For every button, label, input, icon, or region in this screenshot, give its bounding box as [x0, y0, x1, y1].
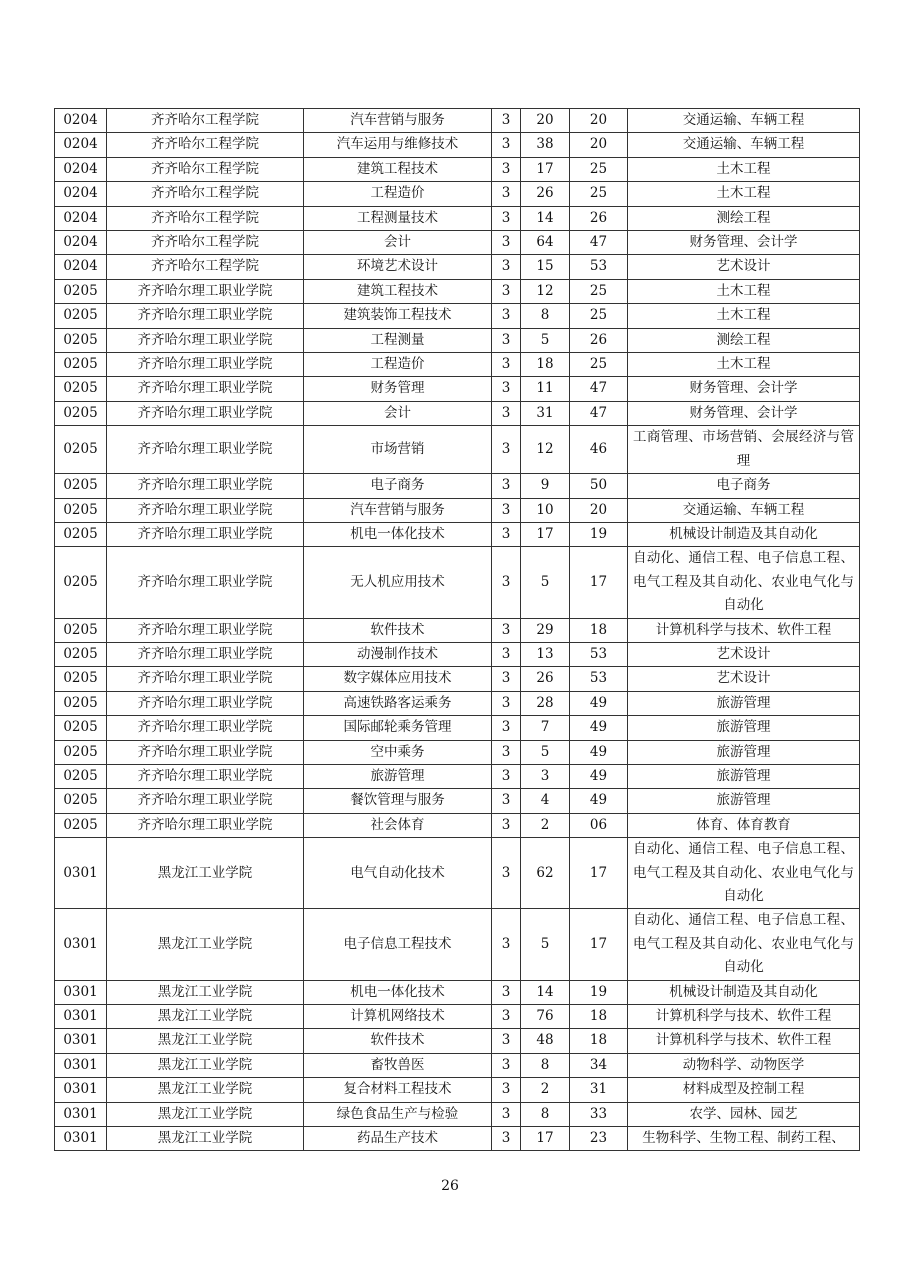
table-row: [55, 328, 860, 352]
plan-count-cell: 13: [521, 642, 570, 666]
target-major-cell: 财务管理、会计学: [628, 401, 860, 425]
target-major-cell: 交通运输、车辆工程: [628, 498, 860, 522]
plan-count-cell: 17: [521, 522, 570, 546]
school-name-cell: 齐齐哈尔工程学院: [107, 206, 304, 230]
duration-cell: 3: [492, 182, 521, 206]
program-name-cell: 软件技术: [304, 618, 492, 642]
plan-count-cell: 62: [521, 838, 570, 909]
duration-cell: 3: [492, 426, 521, 474]
target-major-cell: 机械设计制造及其自动化: [628, 522, 860, 546]
school-name-cell: 齐齐哈尔工程学院: [107, 133, 304, 157]
school-code-cell: 0204: [55, 255, 107, 279]
duration-cell: 3: [492, 618, 521, 642]
table-row: [55, 667, 860, 691]
school-name-cell: 齐齐哈尔理工职业学院: [107, 304, 304, 328]
program-name-cell: 财务管理: [304, 377, 492, 401]
category-code-cell: 18: [570, 1029, 628, 1053]
program-name-cell: 建筑装饰工程技术: [304, 304, 492, 328]
table-row: [55, 377, 860, 401]
duration-cell: 3: [492, 667, 521, 691]
plan-count-cell: 29: [521, 618, 570, 642]
school-code-cell: 0205: [55, 522, 107, 546]
target-major-cell: 动物科学、动物医学: [628, 1053, 860, 1077]
table-row: [55, 206, 860, 230]
school-name-cell: 黑龙江工业学院: [107, 838, 304, 909]
duration-cell: 3: [492, 133, 521, 157]
category-code-cell: 53: [570, 667, 628, 691]
target-major-cell: 艺术设计: [628, 642, 860, 666]
duration-cell: 3: [492, 838, 521, 909]
plan-count-cell: 14: [521, 206, 570, 230]
school-code-cell: 0205: [55, 498, 107, 522]
table-row: [55, 426, 860, 474]
school-code-cell: 0205: [55, 813, 107, 837]
table-row: [55, 547, 860, 618]
table-row: [55, 1005, 860, 1029]
category-code-cell: 33: [570, 1102, 628, 1126]
school-name-cell: 黑龙江工业学院: [107, 1005, 304, 1029]
school-code-cell: 0205: [55, 353, 107, 377]
target-major-cell: 旅游管理: [628, 716, 860, 740]
plan-count-cell: 12: [521, 426, 570, 474]
duration-cell: 3: [492, 353, 521, 377]
program-name-cell: 高速铁路客运乘务: [304, 691, 492, 715]
school-name-cell: 齐齐哈尔理工职业学院: [107, 764, 304, 788]
table-row: [55, 1078, 860, 1102]
duration-cell: 3: [492, 1029, 521, 1053]
category-code-cell: 53: [570, 642, 628, 666]
plan-count-cell: 5: [521, 547, 570, 618]
plan-count-cell: 2: [521, 813, 570, 837]
school-code-cell: 0204: [55, 231, 107, 255]
school-code-cell: 0205: [55, 474, 107, 498]
duration-cell: 3: [492, 304, 521, 328]
school-name-cell: 黑龙江工业学院: [107, 1053, 304, 1077]
school-name-cell: 齐齐哈尔工程学院: [107, 109, 304, 133]
target-major-cell: 自动化、通信工程、电子信息工程、电气工程及其自动化、农业电气化与自动化: [628, 547, 860, 618]
category-code-cell: 26: [570, 206, 628, 230]
table-row: [55, 909, 860, 980]
plan-count-cell: 17: [521, 1127, 570, 1151]
school-code-cell: 0205: [55, 279, 107, 303]
school-code-cell: 0205: [55, 401, 107, 425]
school-name-cell: 黑龙江工业学院: [107, 1078, 304, 1102]
program-name-cell: 建筑工程技术: [304, 279, 492, 303]
category-code-cell: 06: [570, 813, 628, 837]
category-code-cell: 20: [570, 109, 628, 133]
plan-count-cell: 17: [521, 157, 570, 181]
enrollment-table: [54, 108, 860, 1151]
target-major-cell: 计算机科学与技术、软件工程: [628, 618, 860, 642]
table-row: [55, 642, 860, 666]
duration-cell: 3: [492, 1005, 521, 1029]
school-name-cell: 黑龙江工业学院: [107, 1102, 304, 1126]
program-name-cell: 绿色食品生产与检验: [304, 1102, 492, 1126]
program-name-cell: 空中乘务: [304, 740, 492, 764]
target-major-cell: 体育、体育教育: [628, 813, 860, 837]
duration-cell: 3: [492, 157, 521, 181]
plan-count-cell: 76: [521, 1005, 570, 1029]
page-number: 26: [441, 1178, 459, 1194]
program-name-cell: 工程测量: [304, 328, 492, 352]
category-code-cell: 23: [570, 1127, 628, 1151]
plan-count-cell: 4: [521, 789, 570, 813]
school-code-cell: 0205: [55, 304, 107, 328]
program-name-cell: 会计: [304, 401, 492, 425]
target-major-cell: 旅游管理: [628, 764, 860, 788]
duration-cell: 3: [492, 547, 521, 618]
duration-cell: 3: [492, 764, 521, 788]
school-name-cell: 齐齐哈尔工程学院: [107, 157, 304, 181]
school-name-cell: 齐齐哈尔理工职业学院: [107, 353, 304, 377]
school-code-cell: 0205: [55, 377, 107, 401]
table-row: [55, 231, 860, 255]
target-major-cell: 生物科学、生物工程、制药工程、: [628, 1127, 860, 1151]
table-row: [55, 740, 860, 764]
plan-count-cell: 8: [521, 304, 570, 328]
program-name-cell: 工程测量技术: [304, 206, 492, 230]
duration-cell: 3: [492, 691, 521, 715]
program-name-cell: 汽车营销与服务: [304, 109, 492, 133]
plan-count-cell: 8: [521, 1053, 570, 1077]
target-major-cell: 旅游管理: [628, 691, 860, 715]
school-name-cell: 齐齐哈尔理工职业学院: [107, 740, 304, 764]
duration-cell: 3: [492, 474, 521, 498]
target-major-cell: 计算机科学与技术、软件工程: [628, 1005, 860, 1029]
plan-count-cell: 7: [521, 716, 570, 740]
category-code-cell: 17: [570, 547, 628, 618]
target-major-cell: 旅游管理: [628, 740, 860, 764]
target-major-cell: 测绘工程: [628, 206, 860, 230]
plan-count-cell: 3: [521, 764, 570, 788]
table-row: [55, 789, 860, 813]
duration-cell: 3: [492, 328, 521, 352]
category-code-cell: 20: [570, 498, 628, 522]
school-code-cell: 0301: [55, 1078, 107, 1102]
program-name-cell: 国际邮轮乘务管理: [304, 716, 492, 740]
school-name-cell: 齐齐哈尔理工职业学院: [107, 642, 304, 666]
school-code-cell: 0205: [55, 691, 107, 715]
school-code-cell: 0204: [55, 157, 107, 181]
duration-cell: 3: [492, 740, 521, 764]
category-code-cell: 53: [570, 255, 628, 279]
school-code-cell: 0301: [55, 909, 107, 980]
school-code-cell: 0301: [55, 1127, 107, 1151]
school-code-cell: 0205: [55, 328, 107, 352]
school-name-cell: 齐齐哈尔理工职业学院: [107, 813, 304, 837]
program-name-cell: 电气自动化技术: [304, 838, 492, 909]
plan-count-cell: 10: [521, 498, 570, 522]
school-code-cell: 0301: [55, 1053, 107, 1077]
target-major-cell: 艺术设计: [628, 667, 860, 691]
school-code-cell: 0205: [55, 789, 107, 813]
table-row: [55, 182, 860, 206]
program-name-cell: 电子商务: [304, 474, 492, 498]
category-code-cell: 25: [570, 304, 628, 328]
school-code-cell: 0204: [55, 206, 107, 230]
school-name-cell: 齐齐哈尔理工职业学院: [107, 279, 304, 303]
school-code-cell: 0301: [55, 1005, 107, 1029]
target-major-cell: 农学、园林、园艺: [628, 1102, 860, 1126]
school-name-cell: 黑龙江工业学院: [107, 909, 304, 980]
target-major-cell: 工商管理、市场营销、会展经济与管理: [628, 426, 860, 474]
plan-count-cell: 26: [521, 667, 570, 691]
plan-count-cell: 64: [521, 231, 570, 255]
school-code-cell: 0205: [55, 547, 107, 618]
plan-count-cell: 5: [521, 909, 570, 980]
category-code-cell: 17: [570, 838, 628, 909]
plan-count-cell: 14: [521, 980, 570, 1004]
plan-count-cell: 8: [521, 1102, 570, 1126]
target-major-cell: 自动化、通信工程、电子信息工程、电气工程及其自动化、农业电气化与自动化: [628, 909, 860, 980]
target-major-cell: 土木工程: [628, 157, 860, 181]
category-code-cell: 19: [570, 980, 628, 1004]
school-name-cell: 齐齐哈尔理工职业学院: [107, 498, 304, 522]
program-name-cell: 汽车运用与维修技术: [304, 133, 492, 157]
duration-cell: 3: [492, 401, 521, 425]
school-code-cell: 0204: [55, 133, 107, 157]
school-name-cell: 齐齐哈尔工程学院: [107, 182, 304, 206]
duration-cell: 3: [492, 716, 521, 740]
school-code-cell: 0205: [55, 642, 107, 666]
target-major-cell: 测绘工程: [628, 328, 860, 352]
school-code-cell: 0301: [55, 980, 107, 1004]
category-code-cell: 26: [570, 328, 628, 352]
duration-cell: 3: [492, 909, 521, 980]
program-name-cell: 动漫制作技术: [304, 642, 492, 666]
duration-cell: 3: [492, 255, 521, 279]
duration-cell: 3: [492, 498, 521, 522]
duration-cell: 3: [492, 109, 521, 133]
plan-count-cell: 48: [521, 1029, 570, 1053]
target-major-cell: 旅游管理: [628, 789, 860, 813]
category-code-cell: 47: [570, 401, 628, 425]
school-name-cell: 齐齐哈尔理工职业学院: [107, 667, 304, 691]
school-name-cell: 齐齐哈尔理工职业学院: [107, 789, 304, 813]
school-name-cell: 齐齐哈尔理工职业学院: [107, 547, 304, 618]
program-name-cell: 餐饮管理与服务: [304, 789, 492, 813]
table-row: [55, 1102, 860, 1126]
table-row: [55, 1029, 860, 1053]
plan-count-cell: 20: [521, 109, 570, 133]
category-code-cell: 46: [570, 426, 628, 474]
category-code-cell: 18: [570, 618, 628, 642]
duration-cell: 3: [492, 1078, 521, 1102]
category-code-cell: 49: [570, 716, 628, 740]
table-row: [55, 691, 860, 715]
duration-cell: 3: [492, 1053, 521, 1077]
program-name-cell: 会计: [304, 231, 492, 255]
plan-count-cell: 2: [521, 1078, 570, 1102]
school-name-cell: 齐齐哈尔理工职业学院: [107, 377, 304, 401]
duration-cell: 3: [492, 279, 521, 303]
table-row: [55, 474, 860, 498]
category-code-cell: 47: [570, 377, 628, 401]
plan-count-cell: 5: [521, 328, 570, 352]
target-major-cell: 土木工程: [628, 182, 860, 206]
table-row: [55, 838, 860, 909]
duration-cell: 3: [492, 206, 521, 230]
table-row: [55, 353, 860, 377]
table-row: [55, 255, 860, 279]
school-name-cell: 黑龙江工业学院: [107, 1127, 304, 1151]
duration-cell: 3: [492, 980, 521, 1004]
category-code-cell: 25: [570, 279, 628, 303]
school-name-cell: 齐齐哈尔理工职业学院: [107, 716, 304, 740]
school-code-cell: 0205: [55, 618, 107, 642]
target-major-cell: 机械设计制造及其自动化: [628, 980, 860, 1004]
category-code-cell: 47: [570, 231, 628, 255]
program-name-cell: 机电一体化技术: [304, 522, 492, 546]
plan-count-cell: 9: [521, 474, 570, 498]
table-row: [55, 157, 860, 181]
program-name-cell: 无人机应用技术: [304, 547, 492, 618]
target-major-cell: 艺术设计: [628, 255, 860, 279]
plan-count-cell: 31: [521, 401, 570, 425]
category-code-cell: 50: [570, 474, 628, 498]
category-code-cell: 25: [570, 182, 628, 206]
school-code-cell: 0301: [55, 838, 107, 909]
school-code-cell: 0205: [55, 426, 107, 474]
target-major-cell: 电子商务: [628, 474, 860, 498]
school-name-cell: 齐齐哈尔理工职业学院: [107, 618, 304, 642]
duration-cell: 3: [492, 642, 521, 666]
plan-count-cell: 12: [521, 279, 570, 303]
school-code-cell: 0205: [55, 740, 107, 764]
school-name-cell: 黑龙江工业学院: [107, 980, 304, 1004]
school-code-cell: 0204: [55, 182, 107, 206]
category-code-cell: 49: [570, 789, 628, 813]
school-name-cell: 齐齐哈尔工程学院: [107, 231, 304, 255]
table-row: [55, 764, 860, 788]
program-name-cell: 计算机网络技术: [304, 1005, 492, 1029]
school-name-cell: 齐齐哈尔工程学院: [107, 255, 304, 279]
table-row: [55, 279, 860, 303]
table-row: [55, 980, 860, 1004]
plan-count-cell: 11: [521, 377, 570, 401]
category-code-cell: 19: [570, 522, 628, 546]
school-name-cell: 齐齐哈尔理工职业学院: [107, 474, 304, 498]
school-name-cell: 齐齐哈尔理工职业学院: [107, 401, 304, 425]
duration-cell: 3: [492, 1102, 521, 1126]
program-name-cell: 旅游管理: [304, 764, 492, 788]
program-name-cell: 电子信息工程技术: [304, 909, 492, 980]
table-row: [55, 813, 860, 837]
school-code-cell: 0301: [55, 1029, 107, 1053]
program-name-cell: 工程造价: [304, 182, 492, 206]
category-code-cell: 25: [570, 353, 628, 377]
target-major-cell: 财务管理、会计学: [628, 377, 860, 401]
table-body: [55, 109, 860, 1151]
school-name-cell: 齐齐哈尔理工职业学院: [107, 426, 304, 474]
target-major-cell: 财务管理、会计学: [628, 231, 860, 255]
target-major-cell: 土木工程: [628, 279, 860, 303]
table-row: [55, 522, 860, 546]
program-name-cell: 药品生产技术: [304, 1127, 492, 1151]
program-name-cell: 环境艺术设计: [304, 255, 492, 279]
category-code-cell: 17: [570, 909, 628, 980]
duration-cell: 3: [492, 231, 521, 255]
table-row: [55, 498, 860, 522]
table-row: [55, 109, 860, 133]
school-name-cell: 齐齐哈尔理工职业学院: [107, 522, 304, 546]
table-row: [55, 133, 860, 157]
target-major-cell: 交通运输、车辆工程: [628, 109, 860, 133]
target-major-cell: 计算机科学与技术、软件工程: [628, 1029, 860, 1053]
category-code-cell: 34: [570, 1053, 628, 1077]
category-code-cell: 18: [570, 1005, 628, 1029]
program-name-cell: 市场营销: [304, 426, 492, 474]
school-code-cell: 0205: [55, 764, 107, 788]
program-name-cell: 汽车营销与服务: [304, 498, 492, 522]
target-major-cell: 自动化、通信工程、电子信息工程、电气工程及其自动化、农业电气化与自动化: [628, 838, 860, 909]
plan-count-cell: 15: [521, 255, 570, 279]
table-row: [55, 1127, 860, 1151]
school-code-cell: 0204: [55, 109, 107, 133]
target-major-cell: 材料成型及控制工程: [628, 1078, 860, 1102]
category-code-cell: 49: [570, 691, 628, 715]
table-row: [55, 618, 860, 642]
target-major-cell: 土木工程: [628, 353, 860, 377]
program-name-cell: 机电一体化技术: [304, 980, 492, 1004]
plan-count-cell: 28: [521, 691, 570, 715]
school-code-cell: 0205: [55, 667, 107, 691]
category-code-cell: 20: [570, 133, 628, 157]
plan-count-cell: 38: [521, 133, 570, 157]
program-name-cell: 数字媒体应用技术: [304, 667, 492, 691]
table-row: [55, 1053, 860, 1077]
category-code-cell: 49: [570, 740, 628, 764]
table-row: [55, 716, 860, 740]
duration-cell: 3: [492, 789, 521, 813]
program-name-cell: 工程造价: [304, 353, 492, 377]
school-code-cell: 0205: [55, 716, 107, 740]
program-name-cell: 复合材料工程技术: [304, 1078, 492, 1102]
program-name-cell: 畜牧兽医: [304, 1053, 492, 1077]
program-name-cell: 社会体育: [304, 813, 492, 837]
category-code-cell: 31: [570, 1078, 628, 1102]
program-name-cell: 建筑工程技术: [304, 157, 492, 181]
plan-count-cell: 26: [521, 182, 570, 206]
school-name-cell: 齐齐哈尔理工职业学院: [107, 691, 304, 715]
plan-count-cell: 5: [521, 740, 570, 764]
duration-cell: 3: [492, 813, 521, 837]
school-name-cell: 黑龙江工业学院: [107, 1029, 304, 1053]
duration-cell: 3: [492, 1127, 521, 1151]
school-code-cell: 0301: [55, 1102, 107, 1126]
target-major-cell: 土木工程: [628, 304, 860, 328]
school-name-cell: 齐齐哈尔理工职业学院: [107, 328, 304, 352]
table-row: [55, 304, 860, 328]
category-code-cell: 25: [570, 157, 628, 181]
category-code-cell: 49: [570, 764, 628, 788]
duration-cell: 3: [492, 522, 521, 546]
program-name-cell: 软件技术: [304, 1029, 492, 1053]
duration-cell: 3: [492, 377, 521, 401]
target-major-cell: 交通运输、车辆工程: [628, 133, 860, 157]
table-row: [55, 401, 860, 425]
plan-count-cell: 18: [521, 353, 570, 377]
